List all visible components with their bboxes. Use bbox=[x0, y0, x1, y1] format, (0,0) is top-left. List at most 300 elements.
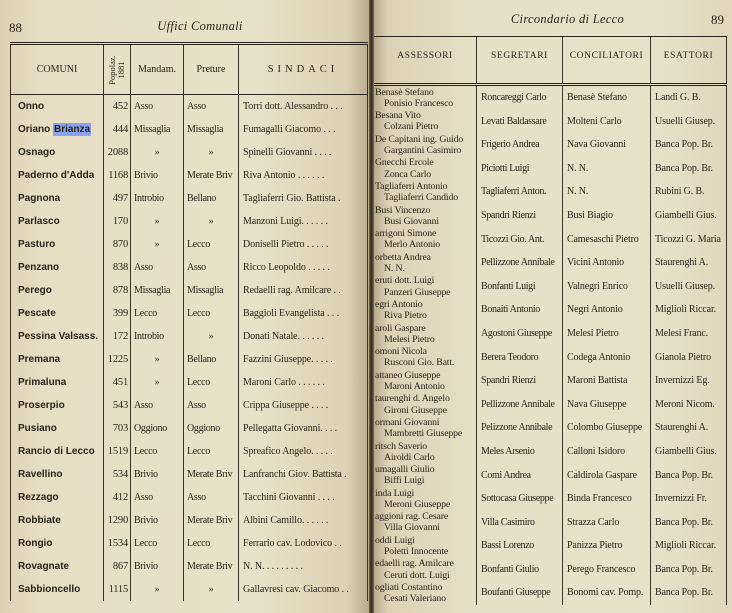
assessori-cell bbox=[374, 251, 476, 275]
segretario-cell: Spandri Rienzi bbox=[476, 204, 562, 228]
pretura-cell: Oggiono bbox=[183, 417, 238, 440]
assessori-cell bbox=[374, 369, 476, 393]
pretura-cell: » bbox=[183, 141, 238, 164]
assessore-name: Airoldi Carlo bbox=[384, 451, 435, 463]
conciliatore-cell: Colombo Giuseppe bbox=[562, 416, 650, 440]
assessori-cell bbox=[374, 440, 476, 464]
popolazione-cell: 2088 bbox=[103, 141, 130, 164]
header-sindaci: SINDACI bbox=[238, 45, 368, 94]
segretario-cell: Pelizzone Annibale bbox=[476, 416, 562, 440]
comune-cell: Premana bbox=[10, 348, 103, 371]
table-row bbox=[10, 256, 368, 279]
table-row bbox=[10, 302, 368, 325]
pretura-cell: Merate Briv bbox=[183, 555, 238, 578]
conciliatore-cell: N. N. bbox=[562, 180, 650, 204]
segretario-cell: Agostoni Giuseppe bbox=[476, 322, 562, 346]
comune-cell: Parlasco bbox=[10, 210, 103, 233]
mandamento-cell: Lecco bbox=[130, 440, 183, 463]
page-number: 89 bbox=[711, 12, 724, 27]
assessore-name: Melesi Pietro bbox=[384, 333, 435, 345]
table-row bbox=[10, 578, 368, 601]
assessore-name: aroli Gaspare bbox=[375, 322, 426, 334]
table-row bbox=[374, 487, 727, 511]
comune-cell: Onno bbox=[10, 95, 103, 118]
assessore-name: Busi Giovanni bbox=[384, 215, 439, 227]
assessore-name: Biffi Luigi bbox=[384, 475, 425, 487]
assessore-name: arrigoni Simone bbox=[375, 228, 437, 240]
pretura-cell: Asso bbox=[183, 486, 238, 509]
assessori-cell bbox=[374, 298, 476, 322]
comune-cell: Sabbioncello bbox=[10, 578, 103, 601]
table-row bbox=[10, 210, 368, 233]
segretario-cell: Tagliaferri Anton. bbox=[476, 180, 562, 204]
assessori-cell bbox=[374, 581, 476, 605]
mandamento-cell: » bbox=[130, 371, 183, 394]
esattore-cell: Banca Pop. Br. bbox=[650, 464, 727, 488]
pretura-cell: Missaglia bbox=[183, 118, 238, 141]
pretura-cell: Lecco bbox=[183, 532, 238, 555]
header-assessori: ASSESSORI bbox=[397, 51, 453, 61]
sindaco-cell: Maroni Carlo . . . . . . bbox=[238, 371, 368, 394]
segretario-cell: Bonaiti Antonio bbox=[476, 298, 562, 322]
mandamento-cell: Introbio bbox=[130, 325, 183, 348]
assessore-name: Poletti Innocente bbox=[384, 546, 449, 558]
conciliatore-cell: N. N. bbox=[562, 157, 650, 181]
mandamento-cell: Asso bbox=[130, 394, 183, 417]
mandamento-cell: Missaglia bbox=[130, 279, 183, 302]
popolazione-cell: 1168 bbox=[103, 164, 130, 187]
comune-cell: Primaluna bbox=[10, 371, 103, 394]
assessore-name: taurenghi d. Angelo bbox=[375, 393, 450, 405]
assessore-name: N. N. bbox=[384, 262, 405, 274]
table-row bbox=[10, 463, 368, 486]
sindaco-cell: Torri dott. Alessandro . . . bbox=[238, 95, 368, 118]
pretura-cell: Merate Briv bbox=[183, 509, 238, 532]
table-row bbox=[10, 509, 368, 532]
assessore-name: Benasè Stefano bbox=[375, 86, 434, 98]
assessore-name: Gironi Giuseppe bbox=[384, 404, 447, 416]
pretura-cell: Merate Briv bbox=[183, 463, 238, 486]
pretura-cell: Asso bbox=[183, 95, 238, 118]
sindaco-cell: Donati Natale. . . . . . bbox=[238, 325, 368, 348]
sindaco-cell: Doniselli Pietro . . . . . bbox=[238, 233, 368, 256]
assessore-name: aggioni rag. Cesare bbox=[375, 511, 449, 523]
pretura-cell: Lecco bbox=[183, 440, 238, 463]
comune-cell: Penzano bbox=[10, 256, 103, 279]
assessori-cell bbox=[374, 157, 476, 181]
assessori-cell bbox=[374, 346, 476, 370]
sindaco-cell: Lanfranchi Giov. Battista . bbox=[238, 463, 368, 486]
assessore-name: Ceruti dott. Luigi bbox=[384, 569, 450, 581]
assessore-name: Meroni Giuseppe bbox=[384, 498, 451, 510]
mandamento-cell: Brivio bbox=[130, 463, 183, 486]
table-row bbox=[374, 322, 727, 346]
mandamento-cell: Brivio bbox=[130, 164, 183, 187]
conciliatore-cell: Calloni Isidoro bbox=[562, 440, 650, 464]
comune-cell: Perego bbox=[10, 279, 103, 302]
mandamento-cell: Brivio bbox=[130, 509, 183, 532]
header-comuni: COMUNI bbox=[10, 45, 103, 94]
conciliatore-cell: Vicini Antonio bbox=[562, 251, 650, 275]
assessori-cell bbox=[374, 534, 476, 558]
esattore-cell: Banca Pop. Br. bbox=[650, 581, 727, 605]
mandamento-cell: » bbox=[130, 578, 183, 601]
esattore-cell: Miglioli Riccar. bbox=[650, 534, 727, 558]
popolazione-cell: 170 bbox=[103, 210, 130, 233]
sindaco-cell: Fumagalli Giacomo . . . bbox=[238, 118, 368, 141]
popolazione-cell: 452 bbox=[103, 95, 130, 118]
assessori-cell bbox=[374, 228, 476, 252]
table-body bbox=[10, 95, 368, 601]
assessori-cell bbox=[374, 464, 476, 488]
pretura-cell: Lecco bbox=[183, 233, 238, 256]
assessori-cell bbox=[374, 110, 476, 134]
table-row bbox=[10, 371, 368, 394]
pretura-cell: Bellano bbox=[183, 187, 238, 210]
conciliatore-cell: Maroni Battista bbox=[562, 369, 650, 393]
popolazione-cell: 870 bbox=[103, 233, 130, 256]
table-row bbox=[374, 558, 727, 582]
assessori-cell bbox=[374, 133, 476, 157]
assessori-cell bbox=[374, 180, 476, 204]
esattore-cell: Banca Pop. Br. bbox=[650, 133, 727, 157]
conciliatore-cell: Benasè Stefano bbox=[562, 86, 650, 110]
table-row bbox=[10, 233, 368, 256]
segretario-cell: Bonfanti Giulio bbox=[476, 558, 562, 582]
esattore-cell: Rubini G. B. bbox=[650, 180, 727, 204]
table-row bbox=[10, 141, 368, 164]
table-row bbox=[374, 133, 727, 157]
assessore-name: Mambretti Giuseppe bbox=[384, 428, 463, 440]
sindaco-cell: Redaelli rag. Amilcare . . bbox=[238, 279, 368, 302]
pretura-cell: Asso bbox=[183, 256, 238, 279]
table-row bbox=[374, 369, 727, 393]
mandamento-cell: Lecco bbox=[130, 532, 183, 555]
sindaco-cell: Crippa Giuseppe . . . . bbox=[238, 394, 368, 417]
table-row bbox=[374, 511, 727, 535]
comune-cell: Rovagnate bbox=[10, 555, 103, 578]
table-row bbox=[374, 534, 727, 558]
sindaco-cell: Fazzini Giuseppe. . . . . bbox=[238, 348, 368, 371]
popolazione-cell: 451 bbox=[103, 371, 130, 394]
conciliatore-cell: Busi Biagio bbox=[562, 204, 650, 228]
table-row bbox=[374, 180, 727, 204]
assessore-name: Tagliaferri Candido bbox=[384, 192, 458, 204]
sindaco-cell: Gallavresi cav. Giacomo . . bbox=[238, 578, 368, 601]
esattore-cell: Banca Pop. Br. bbox=[650, 511, 727, 535]
segretario-cell: Boufanti Giuseppe bbox=[476, 581, 562, 605]
sindaco-cell: Ricco Leopoldo . . . . . bbox=[238, 256, 368, 279]
table-row bbox=[10, 279, 368, 302]
assessore-name: attaneo Giuseppe bbox=[375, 369, 441, 381]
mandamento-cell: Asso bbox=[130, 256, 183, 279]
header-conciliatori: CONCILIATORI bbox=[562, 37, 650, 83]
assessore-name: Merlo Antonio bbox=[384, 239, 441, 251]
comuni-table bbox=[10, 42, 368, 601]
table-row bbox=[374, 251, 727, 275]
pretura-cell: Asso bbox=[183, 394, 238, 417]
right-page bbox=[374, 0, 732, 613]
assessori-cell bbox=[374, 86, 476, 110]
comune-cell: Paderno d'Adda bbox=[10, 164, 103, 187]
comune-cell: Robbiate bbox=[10, 509, 103, 532]
comune-cell: Rezzago bbox=[10, 486, 103, 509]
sindaco-cell: Pellegatta Giovanni. . . . bbox=[238, 417, 368, 440]
conciliatore-cell: Melesi Pietro bbox=[562, 322, 650, 346]
header-mandamenti: Mandam. bbox=[130, 45, 183, 94]
segretario-cell: Frigerio Andrea bbox=[476, 133, 562, 157]
popolazione-cell: 838 bbox=[103, 256, 130, 279]
header-esattori: ESATTORI bbox=[650, 37, 727, 83]
header-popolazione-rotated bbox=[108, 55, 126, 85]
assessore-name: umagalli Giulio bbox=[375, 464, 435, 476]
assessore-name: Rusconi Gio. Batt. bbox=[384, 357, 455, 369]
table-row bbox=[374, 86, 727, 110]
comune-cell: Pagnona bbox=[10, 187, 103, 210]
assessore-name: egri Antonio bbox=[375, 298, 423, 310]
sindaco-cell: Tacchini Giovanni . . . . bbox=[238, 486, 368, 509]
conciliatore-cell: Codega Antonio bbox=[562, 346, 650, 370]
assessore-name: Colzani Pietro bbox=[384, 121, 439, 133]
assessore-name: ormani Giovanni bbox=[375, 416, 440, 428]
table-body bbox=[374, 86, 727, 605]
pretura-cell: » bbox=[183, 210, 238, 233]
popolazione-cell: 1225 bbox=[103, 348, 130, 371]
table-row bbox=[10, 187, 368, 210]
assessore-name: edaelli rag. Amilcare bbox=[375, 558, 454, 570]
assessore-name: Panzeri Giuseppe bbox=[384, 286, 451, 298]
table-row bbox=[10, 532, 368, 555]
mandamento-cell: Introbio bbox=[130, 187, 183, 210]
mandamento-cell: Asso bbox=[130, 95, 183, 118]
assessori-cell bbox=[374, 511, 476, 535]
conciliatore-cell: Camesaschi Pietro bbox=[562, 228, 650, 252]
assessore-name: Villa Giovanni bbox=[384, 522, 440, 534]
table-row bbox=[10, 440, 368, 463]
table-row bbox=[10, 118, 368, 141]
mandamento-cell: » bbox=[130, 233, 183, 256]
esattore-cell: Usuelli Giusep. bbox=[650, 110, 727, 134]
table-row bbox=[10, 555, 368, 578]
pretura-cell: Merate Briv bbox=[183, 164, 238, 187]
table-row bbox=[374, 110, 727, 134]
popolazione-cell: 412 bbox=[103, 486, 130, 509]
pretura-cell: » bbox=[183, 325, 238, 348]
assessore-name: eruti dott. Luigi bbox=[375, 275, 435, 287]
assessore-name: omoni Nicola bbox=[375, 346, 427, 358]
comune-cell: Pasturo bbox=[10, 233, 103, 256]
conciliatore-cell: Negri Antonio bbox=[562, 298, 650, 322]
table-row bbox=[374, 298, 727, 322]
table-header bbox=[374, 36, 727, 86]
esattore-cell: Invernizzi Eg. bbox=[650, 369, 727, 393]
assessore-name: Zonca Carlo bbox=[384, 168, 432, 180]
table-row bbox=[374, 275, 727, 299]
assessore-name: De Capitani ing. Guido bbox=[375, 133, 464, 145]
assessore-name: Gnecchi Ercole bbox=[375, 157, 434, 169]
assessore-name: Cesati Valeriano bbox=[384, 593, 446, 605]
sindaco-cell: Riva Antonio . . . . . . bbox=[238, 164, 368, 187]
header-segretari: SEGRETARI bbox=[476, 37, 562, 83]
segretario-cell: Meles Arsenio bbox=[476, 440, 562, 464]
sindaco-cell: Spreafico Angelo. . . . . bbox=[238, 440, 368, 463]
pretura-cell: Missaglia bbox=[183, 279, 238, 302]
popolazione-cell: 534 bbox=[103, 463, 130, 486]
comune-cell: Proserpio bbox=[10, 394, 103, 417]
esattore-cell: Banca Pop. Br. bbox=[650, 157, 727, 181]
segretario-cell: Bassi Lorenzo bbox=[476, 534, 562, 558]
assessore-name: Riva Pietro bbox=[384, 310, 427, 322]
sindaco-cell: Ferrario cav. Lodovico . . bbox=[238, 532, 368, 555]
segretario-cell: Roncareggi Carlo bbox=[476, 86, 562, 110]
conciliatore-cell: Binda Francesco bbox=[562, 487, 650, 511]
popolazione-cell: 703 bbox=[103, 417, 130, 440]
conciliatore-cell: Caldirola Gaspare bbox=[562, 464, 650, 488]
mandamento-cell: Oggiono bbox=[130, 417, 183, 440]
segretario-cell: Spandri Rienzi bbox=[476, 369, 562, 393]
esattore-cell: Ticozzi G. Maria bbox=[650, 228, 727, 252]
selection-highlight: Brianza bbox=[54, 124, 91, 135]
comune-cell: Pusiano bbox=[10, 417, 103, 440]
header-popolazione-label: Popolaz. bbox=[107, 54, 118, 85]
table-row bbox=[374, 581, 727, 605]
assessore-name: orbetta Andrea bbox=[375, 251, 431, 263]
popolazione-cell: 1519 bbox=[103, 440, 130, 463]
esattore-cell: Gianola Pietro bbox=[650, 346, 727, 370]
segretario-cell: Pellizzone Annibale bbox=[476, 393, 562, 417]
running-head: Uffici Comunali bbox=[157, 19, 243, 33]
assessore-name: inda Luigi bbox=[375, 487, 415, 499]
esattore-cell: Banca Pop. Br. bbox=[650, 558, 727, 582]
assessore-name: Tagliaferri Antonio bbox=[375, 180, 448, 192]
popolazione-cell: 172 bbox=[103, 325, 130, 348]
assessore-name: ritsch Saverio bbox=[375, 440, 428, 452]
sindaco-cell: Manzoni Luigi. . . . . . bbox=[238, 210, 368, 233]
table-row bbox=[374, 346, 727, 370]
esattore-cell: Meroni Nicom. bbox=[650, 393, 727, 417]
popolazione-cell: 497 bbox=[103, 187, 130, 210]
mandamento-cell: Asso bbox=[130, 486, 183, 509]
conciliatore-cell: Valnegri Enrico bbox=[562, 275, 650, 299]
assessore-name: Besana Vito bbox=[375, 110, 421, 122]
assessore-name: Gargantini Casimiro bbox=[384, 144, 462, 156]
table-header bbox=[10, 42, 368, 95]
mandamento-cell: Missaglia bbox=[130, 118, 183, 141]
segretario-cell: Piciotti Luigi bbox=[476, 157, 562, 181]
assessore-name: ogliati Costantino bbox=[375, 582, 443, 594]
esattore-cell: Giambelli Gius. bbox=[650, 440, 727, 464]
pretura-cell: Lecco bbox=[183, 371, 238, 394]
sindaco-cell: Albini Camillo. . . . . . bbox=[238, 509, 368, 532]
segretario-cell: Pellizzone Annibale bbox=[476, 251, 562, 275]
mandamento-cell: » bbox=[130, 210, 183, 233]
table-row bbox=[374, 228, 727, 252]
comune-cell: Rancio di Lecco bbox=[10, 440, 103, 463]
assessore-name: Ponisio Francesco bbox=[384, 97, 454, 109]
conciliatore-cell: Nava Giovanni bbox=[562, 133, 650, 157]
esattore-cell: Landi G. B. bbox=[650, 86, 727, 110]
uffici-table bbox=[374, 36, 727, 605]
popolazione-cell: 444 bbox=[103, 118, 130, 141]
table-row bbox=[374, 204, 727, 228]
segretario-cell: Berera Teodoro bbox=[476, 346, 562, 370]
assessore-name: Maroni Antonio bbox=[384, 380, 445, 392]
table-row bbox=[10, 417, 368, 440]
mandamento-cell: » bbox=[130, 141, 183, 164]
mandamento-cell: Brivio bbox=[130, 555, 183, 578]
assessori-cell bbox=[374, 204, 476, 228]
assessori-cell bbox=[374, 275, 476, 299]
header-popolazione-year: 1881 bbox=[116, 61, 127, 79]
assessori-cell bbox=[374, 322, 476, 346]
pretura-cell: Lecco bbox=[183, 302, 238, 325]
comune-cell: Pessina Valsass. bbox=[10, 325, 103, 348]
segretario-cell: Villa Casimiro bbox=[476, 511, 562, 535]
header-popolazione bbox=[103, 45, 130, 94]
segretario-cell: Ticozzi Gio. Ant. bbox=[476, 228, 562, 252]
comune-cell: Ravellino bbox=[10, 463, 103, 486]
popolazione-cell: 543 bbox=[103, 394, 130, 417]
popolazione-cell: 1534 bbox=[103, 532, 130, 555]
popolazione-cell: 1115 bbox=[103, 578, 130, 601]
popolazione-cell: 399 bbox=[103, 302, 130, 325]
table-row bbox=[10, 394, 368, 417]
table-row bbox=[10, 164, 368, 187]
popolazione-cell: 867 bbox=[103, 555, 130, 578]
table-row bbox=[374, 157, 727, 181]
conciliatore-cell: Molteni Carlo bbox=[562, 110, 650, 134]
assessori-cell bbox=[374, 393, 476, 417]
comune-cell: Osnago bbox=[10, 141, 103, 164]
table-row bbox=[10, 95, 368, 118]
assessore-name: Busi Vincenzo bbox=[375, 204, 431, 216]
conciliatore-cell: Nava Giuseppe bbox=[562, 393, 650, 417]
assessori-cell bbox=[374, 416, 476, 440]
conciliatore-cell: Bonomi cav. Pomp. bbox=[562, 581, 650, 605]
sindaco-cell: Tagliaferri Gio. Battista . bbox=[238, 187, 368, 210]
mandamento-cell: » bbox=[130, 348, 183, 371]
assessori-cell bbox=[374, 487, 476, 511]
sindaco-cell: Spinelli Giovanni . . . . bbox=[238, 141, 368, 164]
segretario-cell: Levati Baldassare bbox=[476, 110, 562, 134]
comune-cell: Rongio bbox=[10, 532, 103, 555]
table-row bbox=[10, 348, 368, 371]
segretario-cell: Sottocasa Giuseppe bbox=[476, 487, 562, 511]
segretario-cell: Bonfanti Luigi bbox=[476, 275, 562, 299]
popolazione-cell: 878 bbox=[103, 279, 130, 302]
sindaco-cell: Baggioli Evangelista . . . bbox=[238, 302, 368, 325]
esattore-cell: Giambelli Gius. bbox=[650, 204, 727, 228]
comune-cell: Pescate bbox=[10, 302, 103, 325]
popolazione-cell: 1290 bbox=[103, 509, 130, 532]
table-row bbox=[10, 325, 368, 348]
header-preture: Preture bbox=[183, 45, 238, 94]
comune-cell: Oriano Brianza bbox=[10, 118, 103, 141]
pretura-cell: Bellano bbox=[183, 348, 238, 371]
table-row bbox=[374, 464, 727, 488]
assessori-cell bbox=[374, 558, 476, 582]
esattore-cell: Staurenghi A. bbox=[650, 251, 727, 275]
table-row bbox=[374, 440, 727, 464]
table-row bbox=[374, 393, 727, 417]
esattore-cell: Miglioli Riccar. bbox=[650, 298, 727, 322]
assessore-name: oddi Luigi bbox=[375, 534, 415, 546]
table-row bbox=[374, 416, 727, 440]
esattore-cell: Usuelli Giusep. bbox=[650, 275, 727, 299]
sindaco-cell: N. N. . . . . . . . . bbox=[238, 555, 368, 578]
esattore-cell: Melesi Franc. bbox=[650, 322, 727, 346]
conciliatore-cell: Strazza Carlo bbox=[562, 511, 650, 535]
